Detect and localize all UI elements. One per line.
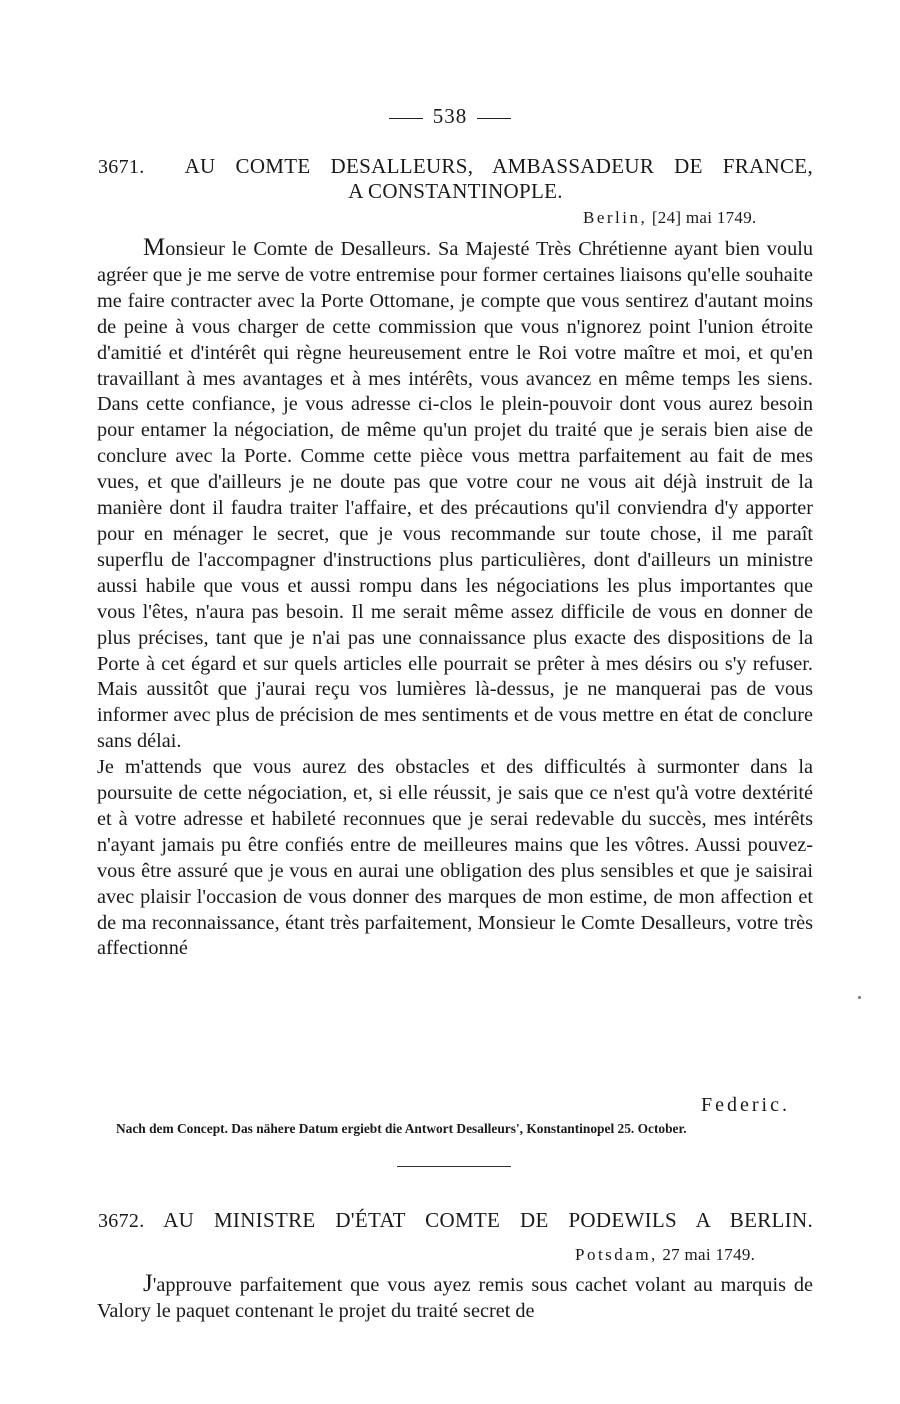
letter-3672-paragraph-1 <box>97 1271 813 1325</box>
letter-3671-initial: M <box>143 234 166 261</box>
letter-3671-body <box>97 235 813 962</box>
letter-3672-paragraph-1-text: 'approuve parfaitement que vous ayez remis sous cachet volant au marquis de Valory le paquet contenant le projet du traité secret de <box>97 1274 813 1322</box>
letter-3671-heading-text: AU COMTE DESALLEURS, AMBASSADEUR DE FRANCE, <box>184 154 813 178</box>
letter-3671-number: 3671. <box>98 156 145 178</box>
section-divider <box>397 1166 511 1167</box>
letter-3672-heading <box>98 1208 813 1233</box>
letter-3672-heading-text: AU MINISTRE D'ÉTAT COMTE DE PODEWILS A BERLIN. <box>163 1208 813 1232</box>
letter-3671-dateline <box>583 208 757 228</box>
letter-3672-initial: J <box>143 1270 153 1297</box>
letter-3671-paragraph-1 <box>97 235 813 755</box>
letter-3672-date-place: Potsdam, <box>575 1245 658 1264</box>
page-number <box>0 104 900 129</box>
letter-3671-paragraph-1-text: onsieur le Comte de Desalleurs. Sa Majesté Très Chrétienne ayant bien voulu agréer que je me serve de votre entremise pour former certaines liaisons qu'elle souhaite me faire contracter avec la Porte Ottomane, je compte que vous sentirez d'autant moins de peine à vous charger de cette commission que vous n'ignorez point l'union étroite d'amitié et d'intérêt qui règne heureusement entre le Roi votre maître et moi, et qu'en travaillant à mes avantages et à mes intérêts, vous avancez en même temps les siens. Dans cette confiance, je vous adresse ci-clos le plein-pouvoir dont vous aurez besoin pour entamer la négociation, de même qu'un projet du traité que je serais bien aise de conclure avec la Porte. Comme cette pièce vous mettra parfaitement au fait de mes vues, et que d'ailleurs je ne doute pas que votre cour ne vous ait déjà instruit de la manière dont il faudra traiter l'affaire, et des précautions qu'il conviendra d'y apporter pour en ménager le secret, que je vous recommande sur toute chose, il me paraît superflu de l'accompagner d'instructions plus particulières, dont d'ailleurs un ministre aussi habile que vous et aussi rompu dans les négociations les plus importantes que vous l'êtes, n'aura pas besoin. Il me serait même assez difficile de vous en donner de plus précises, tant que je n'ai pas une connaissance plus exacte des dispositions de la Porte à cet égard et sur quels articles elle pourrait se prêter à mes désirs ou s'y refuser. Mais aussitôt que j'aurai reçu vos lumières là-dessus, je ne manquerai pas de vous informer avec plus de précision de mes sentiments et de vous mettre en état de conclure sans délai. <box>97 238 813 753</box>
letter-3671-heading-line1 <box>98 154 813 179</box>
letter-3671-source-note: Nach dem Concept. Das nähere Datum ergiebt die Antwort Desalleurs', Konstantinopel 25. October. <box>116 1121 687 1136</box>
page-number-dash-right <box>477 118 511 119</box>
letter-3671-heading-line2: A CONSTANTINOPLE. <box>348 179 563 203</box>
letter-3672-date: 27 mai 1749. <box>662 1245 756 1264</box>
paper-speck <box>858 996 861 999</box>
page-number-text: 538 <box>432 104 468 128</box>
page-number-dash-left <box>389 118 423 119</box>
letter-3671-date-place: Berlin, <box>583 208 648 227</box>
letter-3672-number: 3672. <box>98 1210 145 1232</box>
letter-3672-dateline <box>575 1245 755 1265</box>
letter-3671-date: [24] mai 1749. <box>651 208 757 227</box>
letter-3672-body <box>97 1271 813 1325</box>
letter-3672-heading-line <box>98 1208 813 1233</box>
letter-3671-heading <box>98 154 813 203</box>
letter-3671-paragraph-2: Je m'attends que vous aurez des obstacles et des difficultés à surmonter dans la poursuite de cette négociation, et, si elle réussit, je sais que ce n'est qu'à votre dextérité et à votre adresse et habileté reconnues que je serai redevable du succès, mes intérêts n'ayant jamais pu être confiés entre de meilleures mains que les vôtres. Aussi pouvez-vous être assuré que je vous en aurai une obligation des plus sensibles et que je saisirai avec plaisir l'occasion de vous donner des marques de mon estime, de mon affection et de ma reconnaissance, étant très parfaitement, Monsieur le Comte Desalleurs, votre très affectionné <box>97 756 813 960</box>
letter-3671-signature: Federic. <box>701 1094 790 1116</box>
